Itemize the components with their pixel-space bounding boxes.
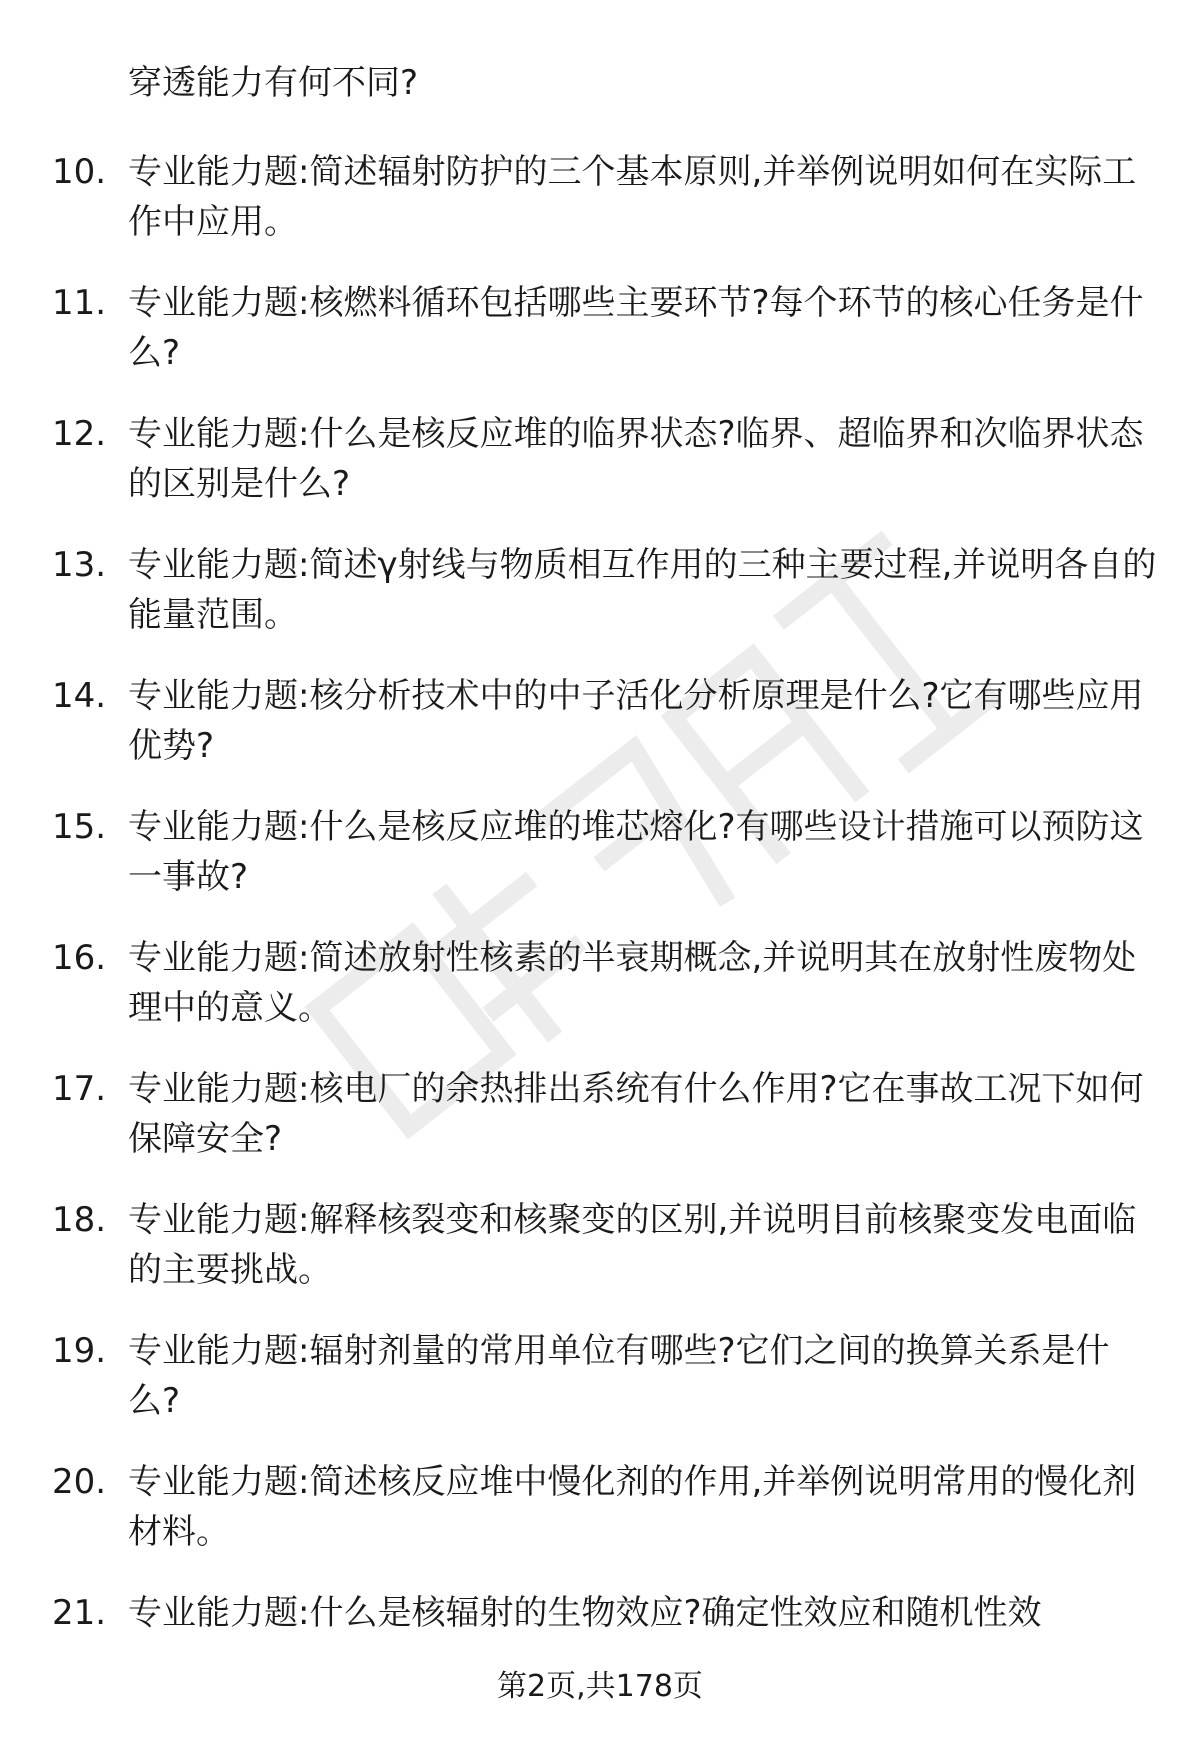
- list-item: [0, 278, 1200, 409]
- question-text: 专业能力题:核燃料循环包括哪些主要环节?每个环节的核心任务是什么?: [128, 283, 1144, 373]
- question-list: [0, 147, 1200, 1719]
- list-item: [0, 933, 1200, 1064]
- question-number: 11.: [52, 283, 107, 323]
- list-item: [0, 671, 1200, 802]
- list-item: [0, 409, 1200, 540]
- list-item: [0, 147, 1200, 278]
- question-text: 专业能力题:简述γ射线与物质相互作用的三种主要过程,并说明各自的能量范围。: [128, 545, 1157, 635]
- page-number-footer: 第2页,共178页: [497, 1669, 703, 1704]
- question-number: 16.: [52, 938, 107, 978]
- list-item: [0, 1195, 1200, 1326]
- question-text: 专业能力题:核电厂的余热排出系统有什么作用?它在事故工况下如何保障安全?: [128, 1069, 1144, 1159]
- question-text: 专业能力题:什么是核反应堆的临界状态?临界、超临界和次临界状态的区别是什么?: [128, 414, 1144, 504]
- list-item: [0, 540, 1200, 671]
- list-item: [0, 1326, 1200, 1457]
- list-item: [0, 802, 1200, 933]
- question-text: 专业能力题:简述核反应堆中慢化剂的作用,并举例说明常用的慢化剂材料。: [128, 1462, 1137, 1552]
- question-number: 13.: [52, 545, 107, 585]
- question-number: 18.: [52, 1200, 107, 1240]
- question-text: 专业能力题:辐射剂量的常用单位有哪些?它们之间的换算关系是什么?: [128, 1331, 1110, 1421]
- question-text: 专业能力题:简述辐射防护的三个基本原则,并举例说明如何在实际工作中应用。: [128, 152, 1137, 242]
- list-item: [0, 1064, 1200, 1195]
- question-number: 20.: [52, 1462, 107, 1502]
- question-number: 12.: [52, 414, 107, 454]
- question-number: 15.: [52, 807, 107, 847]
- continuation-text: 穿透能力有何不同?: [128, 63, 419, 103]
- question-number: 19.: [52, 1331, 107, 1371]
- question-text: 专业能力题:解释核裂变和核聚变的区别,并说明目前核聚变发电面临的主要挑战。: [128, 1200, 1137, 1290]
- question-text: 专业能力题:简述放射性核素的半衰期概念,并说明其在放射性废物处理中的意义。: [128, 938, 1137, 1028]
- list-item: [0, 1457, 1200, 1588]
- question-number: 17.: [52, 1069, 107, 1109]
- question-number: 10.: [52, 152, 107, 192]
- question-number: 14.: [52, 676, 107, 716]
- question-number: 21.: [52, 1593, 107, 1633]
- question-text: 专业能力题:什么是核辐射的生物效应?确定性效应和随机性效: [128, 1593, 1042, 1633]
- question-text: 专业能力题:核分析技术中的中子活化分析原理是什么?它有哪些应用优势?: [128, 676, 1144, 766]
- question-text: 专业能力题:什么是核反应堆的堆芯熔化?有哪些设计措施可以预防这一事故?: [128, 807, 1144, 897]
